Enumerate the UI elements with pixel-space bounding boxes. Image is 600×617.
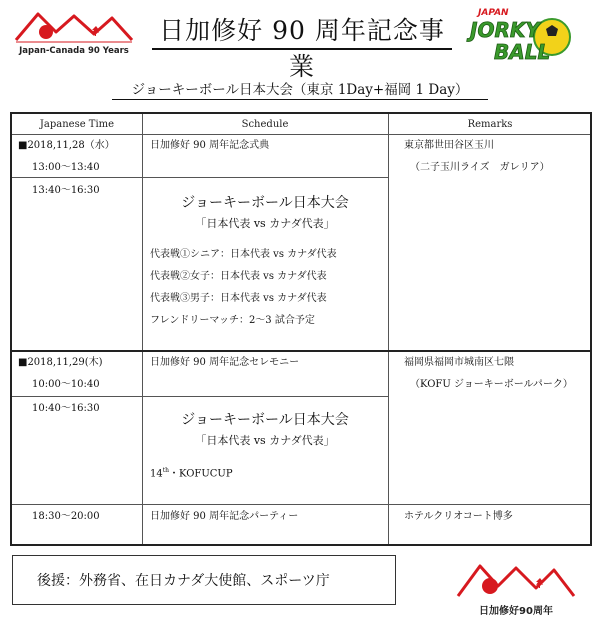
anniversary-logo — [12, 6, 136, 60]
day1-slot1-time: 13:00～13:40 — [32, 162, 100, 173]
party-remarks: ホテルクリオコート博多 — [404, 511, 513, 522]
svg-text:JAPAN: JAPAN — [478, 8, 509, 18]
day1-match-4: フレンドリーマッチ：2～3 試合予定 — [150, 315, 315, 326]
svg-text:JORKY: JORKY — [470, 18, 540, 42]
schedule-table — [10, 112, 592, 546]
day1-tournament-title: ジョーキーボール日本大会 — [181, 195, 349, 211]
day-divider — [12, 350, 590, 352]
day2-date: ■2018,11,29(木) — [18, 357, 103, 368]
header-divider — [12, 134, 590, 135]
day2-slot1-time: 10:00～10:40 — [32, 379, 100, 390]
day1-match-3: 代表戦③男子：日本代表 vs カナダ代表 — [150, 293, 327, 304]
column-header-time: Japanese Time — [39, 119, 115, 130]
day2-slot1-schedule: 日加修好 90 周年記念セレモニー — [150, 357, 300, 368]
column-header-remarks: Remarks — [467, 119, 513, 130]
day2-tournament-title: ジョーキーボール日本大会 — [181, 412, 349, 428]
subtitle-underline — [112, 99, 488, 100]
party-time: 18:30～20:00 — [32, 511, 100, 522]
sponsor-box — [12, 555, 396, 605]
day1-date: ■2018,11,28（水） — [18, 140, 115, 151]
footer-logo-caption: 日加修好90周年 — [479, 606, 553, 617]
anniversary-logo-footer — [452, 554, 580, 616]
sponsor-text: 後援：外務省、在日カナダ大使館、スポーツ庁 — [37, 573, 330, 589]
column-header-schedule: Schedule — [241, 119, 289, 130]
jorky-ball-logo — [466, 3, 576, 63]
jorky-ball-logo-icon — [466, 3, 576, 63]
day2-cup — [150, 464, 233, 481]
svg-text:BALL: BALL — [494, 40, 551, 63]
cup-ordinal: th — [162, 467, 170, 474]
day2-slot2-time: 10:40～16:30 — [32, 403, 100, 414]
logo-caption: Japan-Canada 90 Years — [19, 46, 129, 56]
day1-matchup: 「日本代表 vs カナダ代表」 — [195, 217, 335, 230]
event-subtitle: ジョーキーボール日本大会（東京 1Day+福岡 1 Day） — [131, 82, 469, 98]
day1-match-1: 代表戦①シニア：日本代表 vs カナダ代表 — [150, 249, 337, 260]
cup-name: ・KOFUCUP — [169, 468, 233, 480]
row-divider — [12, 177, 388, 178]
day1-slot2-time: 13:40～16:30 — [32, 185, 100, 196]
day2-remarks-venue: （KOFU ジョーキーボールパーク） — [410, 379, 573, 390]
row-divider — [12, 504, 590, 505]
day2-matchup: 「日本代表 vs カナダ代表」 — [195, 434, 335, 447]
column-divider — [142, 114, 143, 544]
day1-match-2: 代表戦②女子：日本代表 vs カナダ代表 — [150, 271, 327, 282]
mountain-logo-icon — [452, 554, 580, 602]
day1-remarks-venue: （二子玉川ライズ ガレリア） — [410, 162, 550, 173]
row-divider — [12, 396, 388, 397]
page-title: 日加修好 90 周年記念事業 — [159, 16, 445, 81]
day1-slot1-schedule: 日加修好 90 周年記念式典 — [150, 140, 270, 151]
day2-remarks-address: 福岡県福岡市城南区七隈 — [404, 357, 514, 368]
day1-remarks-address: 東京都世田谷区玉川 — [404, 140, 494, 151]
mountain-logo-icon — [12, 6, 136, 46]
title-underline — [152, 48, 452, 50]
column-divider — [388, 114, 389, 544]
party-schedule: 日加修好 90 周年記念パーティー — [150, 511, 299, 522]
cup-number: 14 — [150, 468, 163, 480]
